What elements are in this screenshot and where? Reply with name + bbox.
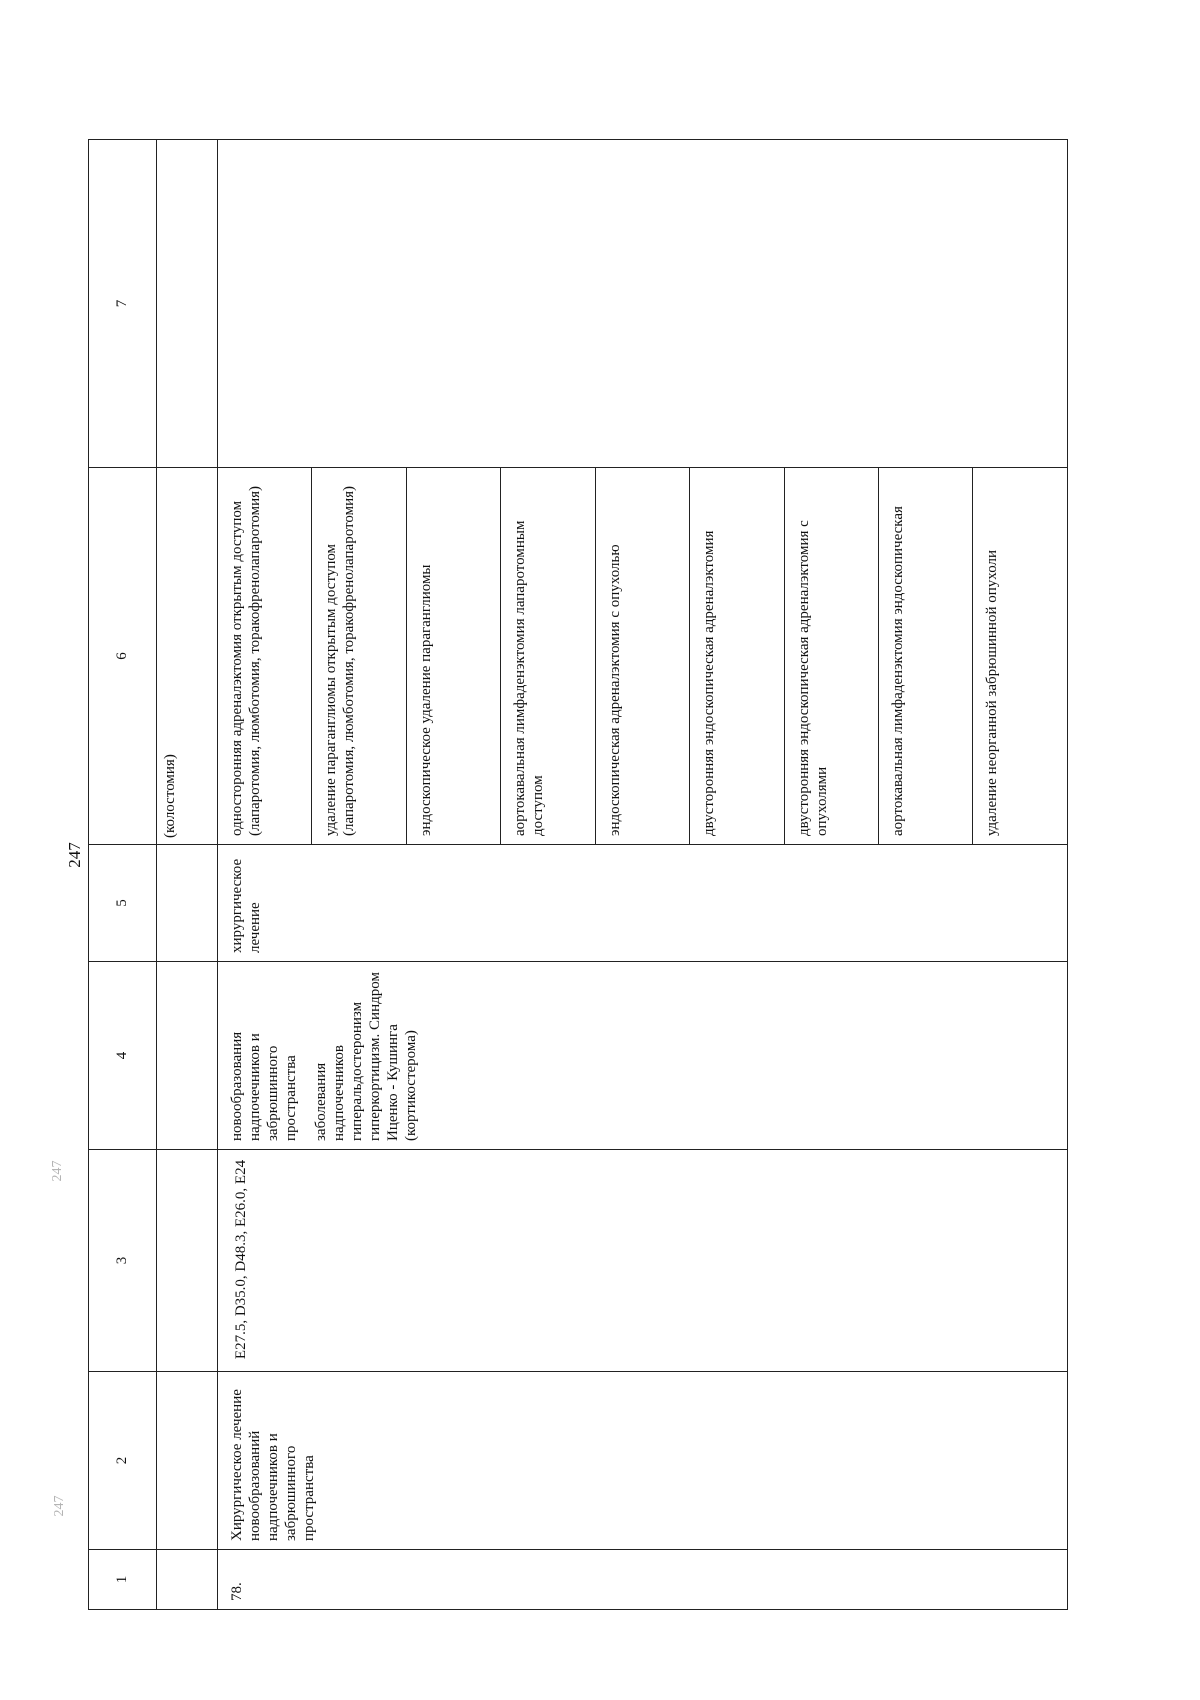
header-row [89,140,157,1610]
method-cell: двусторонняя эндоскопическая адреналэктомия [690,468,784,845]
header-cell-1: 1 [89,1550,157,1610]
table-row [217,140,311,1610]
carry-cell-4 [156,962,217,1150]
page-number: 247 [65,842,84,868]
carry-cell-2 [156,1372,217,1550]
rotated-table-container [88,140,1068,1610]
carry-cell-3 [156,1150,217,1372]
header-cell-5: 5 [89,845,157,962]
method-cell: эндоскопическое удаление параганглиомы [406,468,500,845]
header-cell-7: 7 [89,140,157,468]
header-cell-6: 6 [89,468,157,845]
bleed-through-page-number: 247 [50,1160,65,1182]
carry-cell-7 [156,140,217,468]
header-cell-4: 4 [89,962,157,1150]
method-cell: удаление параганглиомы открытым доступом (лапаротомия, люмботомия, торакофренолапаротомия) [312,468,406,845]
method-cell: односторонняя адреналэктомия открытым доступом (лапаротомия, люмботомия, торакофренолапаротомия) [217,468,311,845]
method-cell: аортокавальная лимфаденэктомия лапаротомным доступом [501,468,595,845]
bleed-through-page-number: 247 [52,1495,67,1517]
treatment-type-cell: хирургическое лечение [217,845,1067,962]
method-cell: аортокавальная лимфаденэктомия эндоскопическая [879,468,973,845]
patient-model-text: новообразования надпочечников и забрюшинного пространства [228,1031,299,1141]
method-cell: удаление неорганной забрюшинной опухоли [973,468,1068,845]
header-cell-3: 3 [89,1150,157,1372]
care-type-cell: Хирургическое лечение новообразований надпочечников и забрюшинного пространства [217,1372,1067,1550]
row-number-cell: 78. [217,1550,1067,1610]
method-cell: двусторонняя эндоскопическая адреналэктомия с опухолями [784,468,878,845]
medical-care-table [88,139,1068,1610]
patient-model-cell [217,962,1067,1150]
carry-cell-6: (колостомия) [156,468,217,845]
diagnosis-codes-cell: E27.5, D35.0, D48.3, E26.0, E24 [217,1150,1067,1372]
carry-cell-1 [156,1550,217,1610]
carry-cell-5 [156,845,217,962]
patient-model-text: заболевания надпочечников гиперальдостеронизм гиперкортицизм. Синдром Иценко - Кушинга (кортикостерома) [312,972,419,1141]
cost-cell [217,140,1067,468]
method-cell: эндоскопическая адреналэктомия с опухолью [595,468,689,845]
carry-over-row [156,140,217,1610]
header-cell-2: 2 [89,1372,157,1550]
